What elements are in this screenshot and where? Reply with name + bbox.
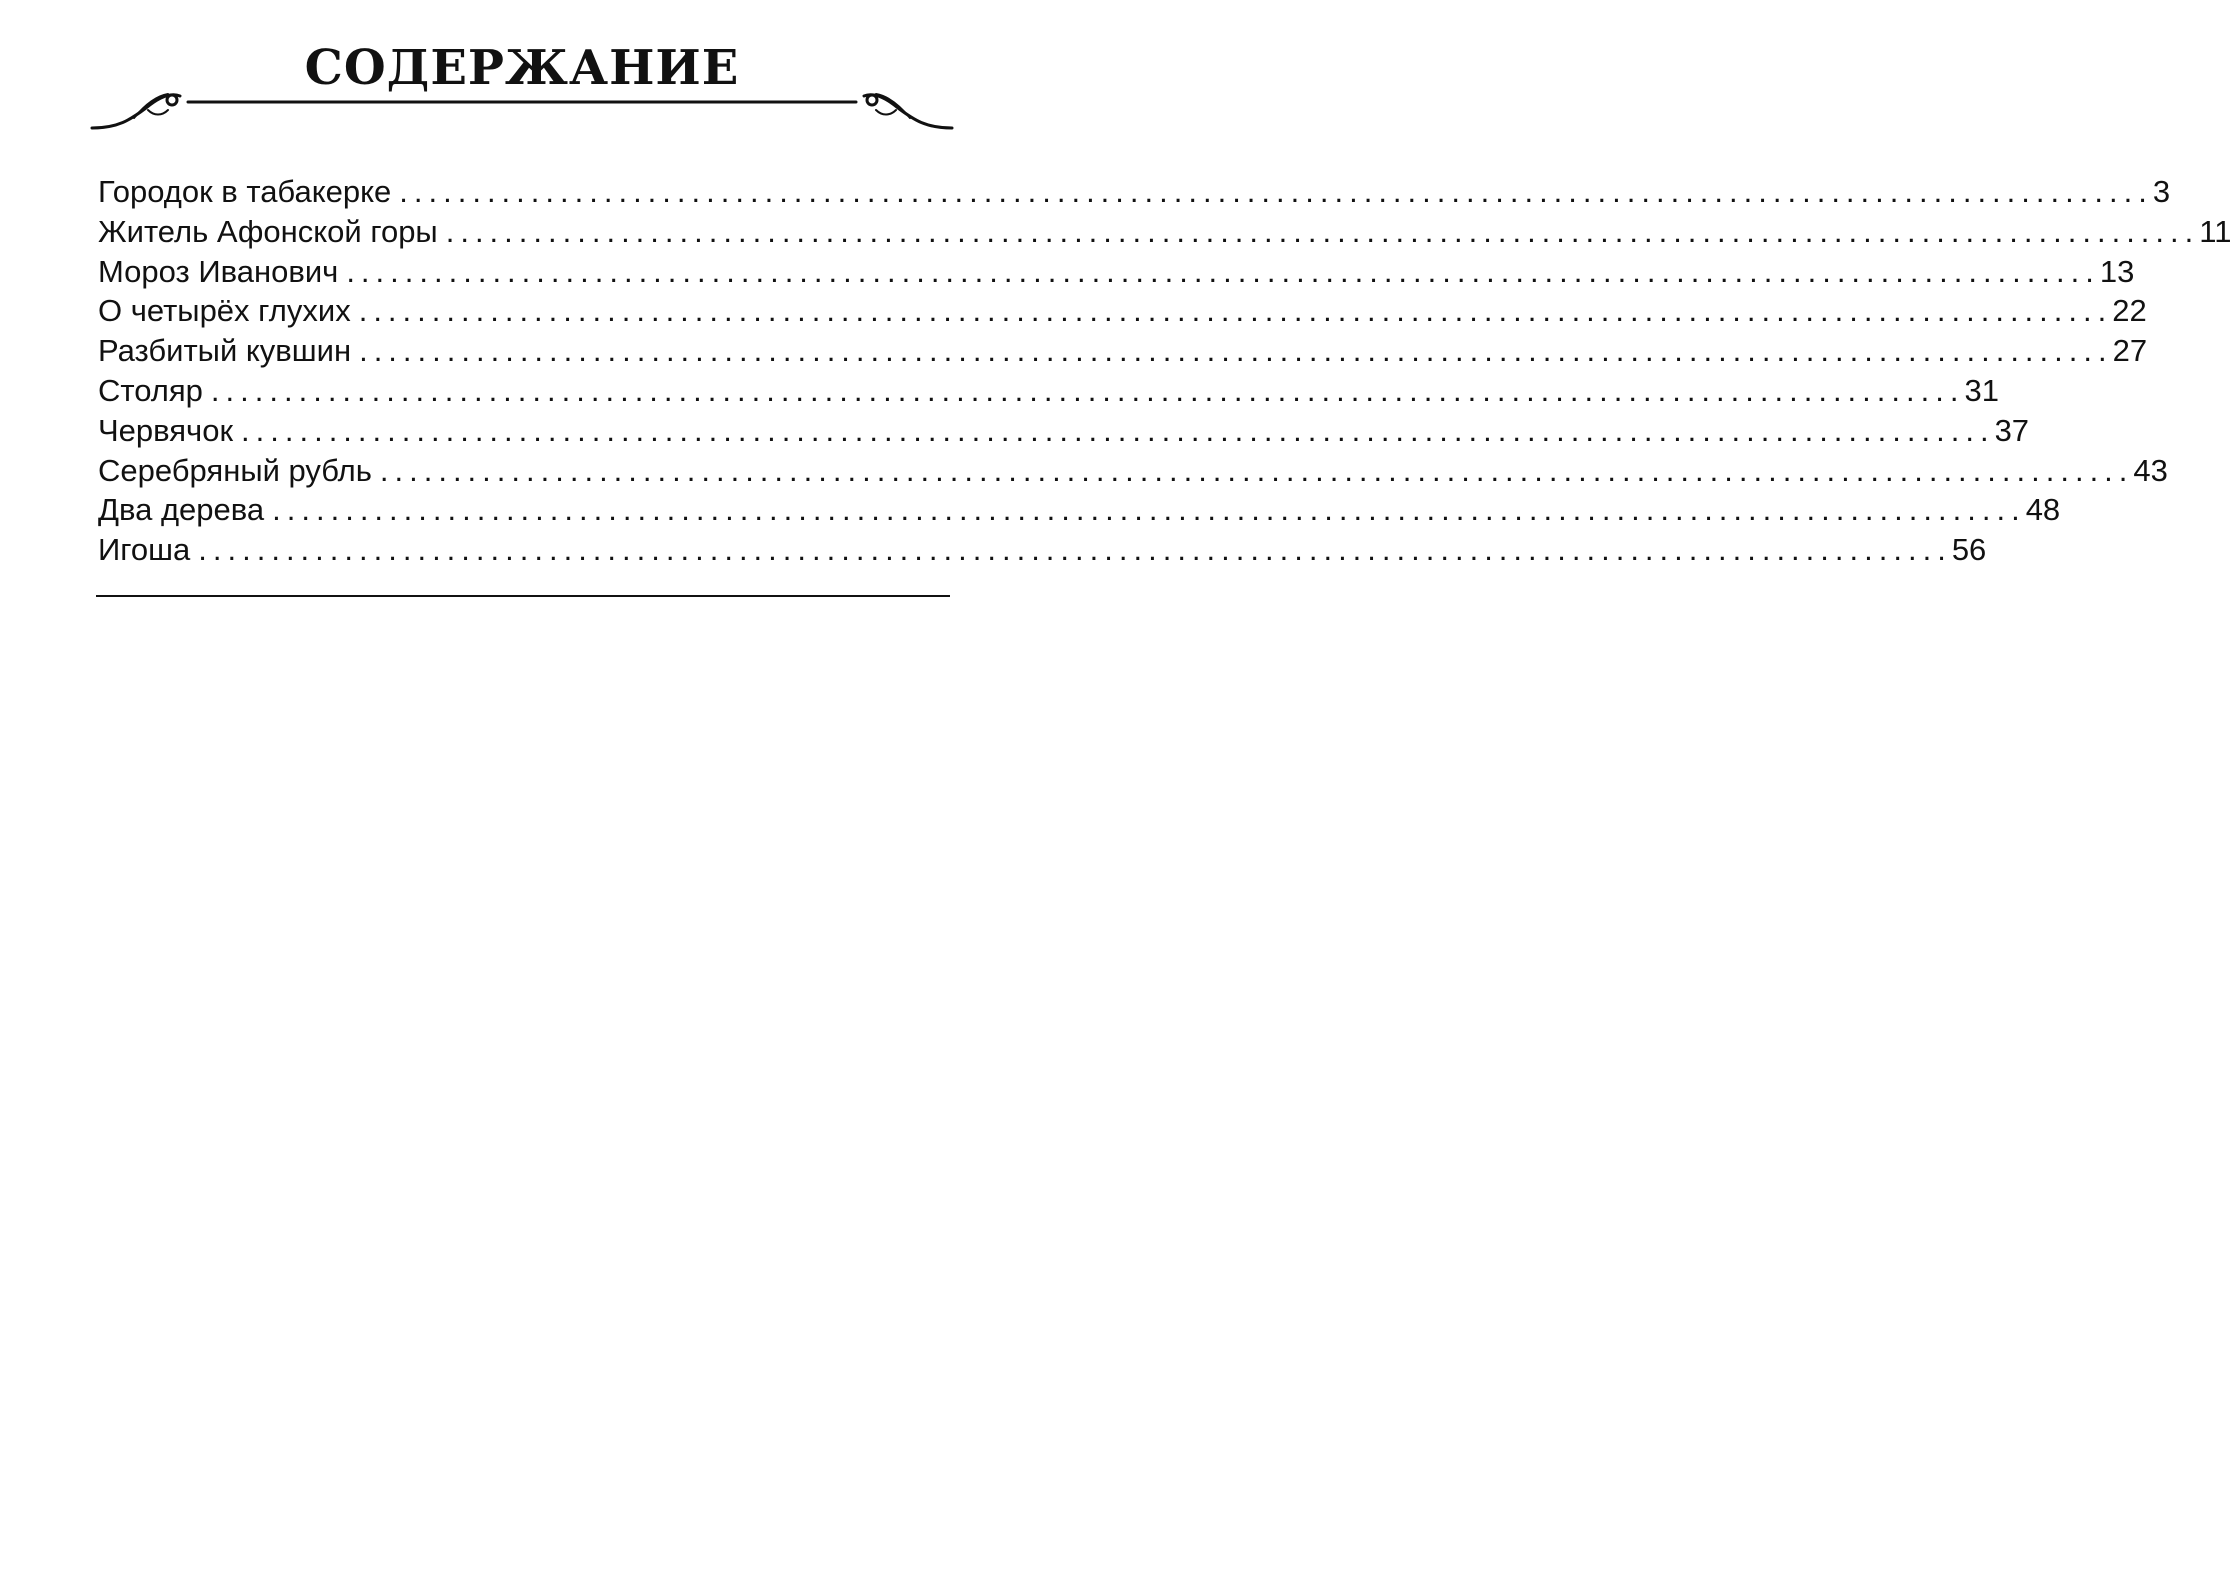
toc-entry-title: Столяр [98, 372, 203, 408]
dot-leader: ........................................................................................................................ [241, 412, 1995, 448]
toc-entry-title: О четырёх глухих [98, 293, 351, 329]
toc-entry [98, 530, 1987, 570]
toc-entry-page: 43 [2133, 452, 2168, 488]
toc-entry-title: Житель Афонской горы [98, 213, 438, 249]
toc-entry-page: 37 [1994, 412, 2030, 448]
toc-entry-title: Два дерева [98, 492, 265, 528]
toc-entry-page: 22 [2112, 293, 2147, 329]
toc-entry [98, 371, 1999, 411]
dot-leader: ........................................................................................................................ [358, 293, 2113, 329]
dot-leader: ........................................................................................................................ [445, 213, 2200, 249]
toc-entry [98, 291, 2147, 331]
toc-entry-page: 11 [2199, 213, 2231, 249]
dot-leader: ........................................................................................................................ [379, 452, 2134, 488]
dot-leader: ........................................................................................................................ [346, 253, 2100, 289]
dot-leader: ........................................................................................................................ [198, 532, 1952, 568]
table-of-contents [98, 172, 2231, 570]
toc-entry [98, 490, 2061, 530]
toc-entry-title: Игоша [98, 532, 191, 568]
scroll-flourish-divider-icon [88, 78, 956, 138]
toc-entry [98, 331, 2148, 371]
toc-entry-title: Разбитый кувшин [98, 333, 352, 369]
toc-entry-page: 13 [2099, 253, 2135, 289]
dot-leader: ........................................................................................................................ [210, 372, 1965, 408]
toc-entry-title: Червячок [98, 412, 234, 448]
toc-entry-page: 3 [2152, 174, 2171, 209]
toc-entry-title: Городок в табакерке [98, 174, 392, 209]
toc-entry-page: 56 [1951, 532, 1987, 568]
toc-entry [98, 172, 2171, 212]
toc-entry [98, 451, 2168, 491]
toc-entry [98, 252, 2135, 292]
toc-entry [98, 411, 2030, 451]
dot-leader: ........................................................................................................................ [272, 492, 2026, 528]
toc-entry-page: 27 [2112, 333, 2148, 369]
page-title: СОДЕРЖАНИЕ [304, 40, 740, 96]
toc-entry [98, 212, 2231, 252]
toc-entry-title: Серебряный рубль [98, 452, 372, 488]
bottom-divider [96, 595, 950, 597]
toc-entry-title: Мороз Иванович [98, 253, 339, 289]
toc-entry-page: 48 [2025, 492, 2061, 528]
dot-leader: ........................................................................................................................ [399, 174, 2153, 209]
toc-entry-page: 31 [1964, 372, 1999, 408]
dot-leader: ........................................................................................................................ [359, 333, 2113, 369]
